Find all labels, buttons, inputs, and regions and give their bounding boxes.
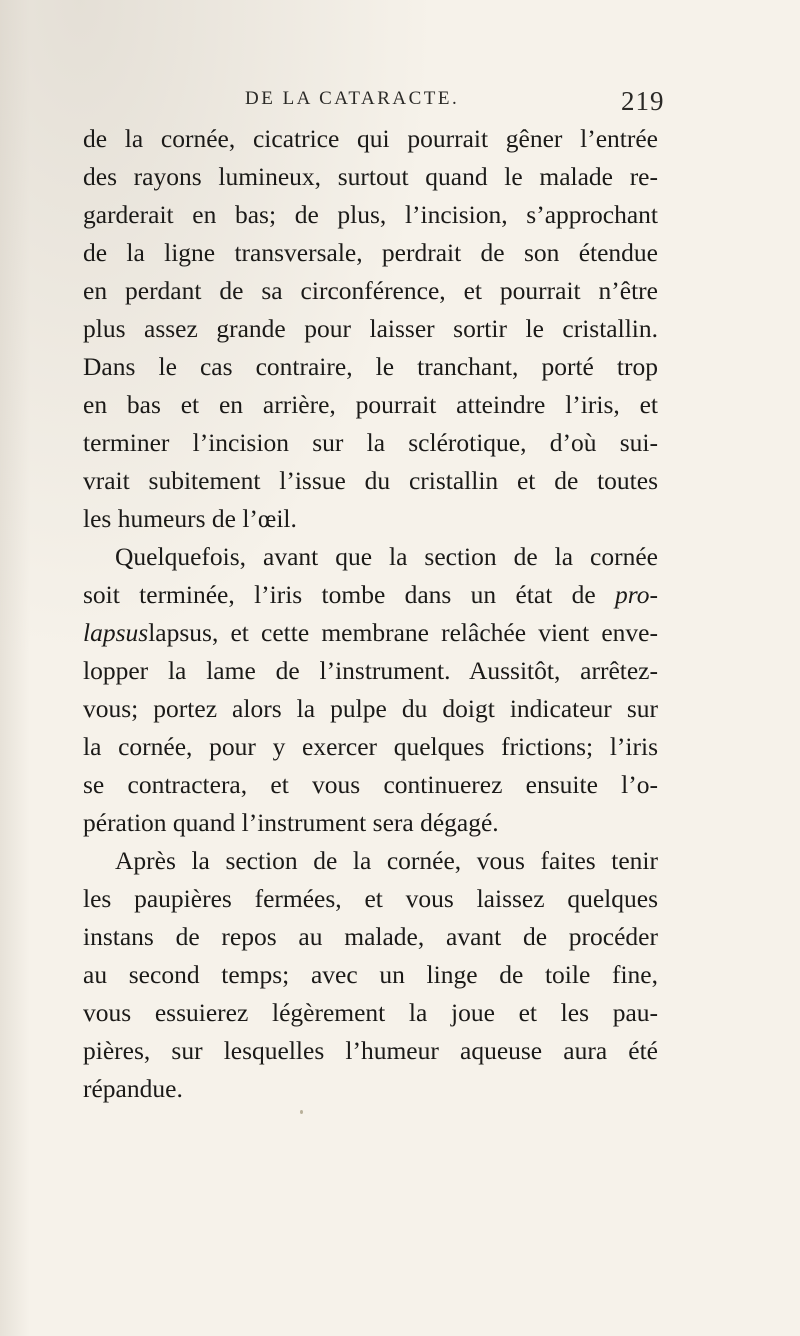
- text-line: Dans le cas contraire, le tranchant, porté trop: [83, 352, 658, 381]
- text-line: les paupières fermées, et vous laissez quelques: [83, 884, 658, 913]
- text-line: des rayons lumineux, surtout quand le malade re-: [83, 162, 658, 191]
- text-line: instans de repos au malade, avant de procéder: [83, 922, 658, 951]
- text-line: plus assez grande pour laisser sortir le cristallin.: [83, 314, 658, 343]
- text-line: terminer l’incision sur la sclérotique, d’où sui-: [83, 428, 658, 457]
- text-line-with-italic: [83, 614, 658, 652]
- text-line: Quelquefois, avant que la section de la cornée: [115, 542, 658, 571]
- text-run: lapsus, et cette membrane relâchée vient enve-: [148, 618, 658, 647]
- text-line: de la cornée, cicatrice qui pourrait gêner l’entrée: [83, 124, 658, 153]
- text-line: la cornée, pour y exercer quelques frictions; l’iris: [83, 732, 658, 761]
- italic-word: pro-: [615, 580, 658, 609]
- text-line: en bas et en arrière, pourrait atteindre l’iris, et: [83, 390, 658, 419]
- text-line: au second temps; avec un linge de toile fine,: [83, 960, 658, 989]
- text-line: vrait subitement l’issue du cristallin et de toutes: [83, 466, 658, 495]
- running-head: DE LA CATARACTE.: [245, 88, 460, 109]
- text-line: les humeurs de l’œil.: [83, 504, 297, 533]
- body-text: [83, 120, 658, 1108]
- text-line: répandue.: [83, 1074, 183, 1103]
- text-line: de la ligne transversale, perdrait de son étendue: [83, 238, 658, 267]
- text-line: vous; portez alors la pulpe du doigt indicateur sur: [83, 694, 658, 723]
- text-line: pération quand l’instrument sera dégagé.: [83, 808, 499, 837]
- text-line: Après la section de la cornée, vous faites tenir: [115, 846, 658, 875]
- text-line: garderait en bas; de plus, l’incision, s’approchant: [83, 200, 658, 229]
- italic-word: lapsus: [83, 618, 149, 647]
- text-line: se contractera, et vous continuerez ensuite l’o-: [83, 770, 658, 799]
- text-run: soit terminée, l’iris tombe dans un état de: [83, 580, 616, 609]
- paper-speck: [300, 1110, 303, 1114]
- page-number: 219: [621, 86, 665, 116]
- text-line: vous essuierez légèrement la joue et les pau-: [83, 998, 658, 1027]
- text-line-with-italic: [83, 576, 658, 614]
- text-line: en perdant de sa circonférence, et pourrait n’être: [83, 276, 658, 305]
- text-line: pières, sur lesquelles l’humeur aqueuse aura été: [83, 1036, 658, 1065]
- text-line: lopper la lame de l’instrument. Aussitôt, arrêtez-: [83, 656, 658, 685]
